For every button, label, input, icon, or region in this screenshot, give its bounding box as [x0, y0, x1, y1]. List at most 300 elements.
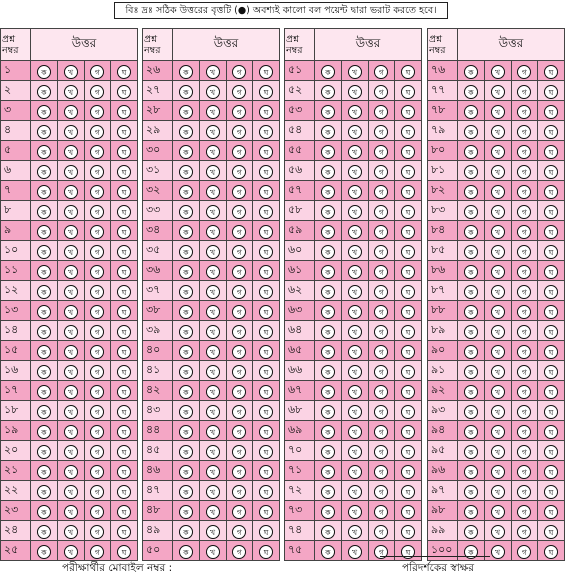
- answer-bubble-4[interactable]: ঘ: [544, 285, 558, 299]
- answer-bubble-3[interactable]: গ: [374, 485, 388, 499]
- answer-bubble-1[interactable]: ক: [37, 425, 51, 439]
- answer-bubble-3[interactable]: গ: [90, 485, 104, 499]
- answer-bubble-3[interactable]: গ: [374, 325, 388, 339]
- answer-bubble-4[interactable]: ঘ: [117, 145, 131, 159]
- answer-bubble-4[interactable]: ঘ: [544, 525, 558, 539]
- answer-bubble-2[interactable]: খ: [206, 205, 220, 219]
- answer-bubble-1[interactable]: ক: [179, 485, 193, 499]
- answer-bubble-4[interactable]: ঘ: [117, 305, 131, 319]
- answer-bubble-3[interactable]: গ: [90, 405, 104, 419]
- answer-bubble-1[interactable]: ক: [179, 365, 193, 379]
- answer-bubble-2[interactable]: খ: [348, 405, 362, 419]
- answer-bubble-4[interactable]: ঘ: [401, 205, 415, 219]
- answer-bubble-3[interactable]: গ: [517, 65, 531, 79]
- answer-bubble-4[interactable]: ঘ: [401, 445, 415, 459]
- answer-bubble-1[interactable]: ক: [37, 165, 51, 179]
- answer-bubble-2[interactable]: খ: [491, 345, 505, 359]
- answer-bubble-2[interactable]: খ: [64, 425, 78, 439]
- answer-bubble-4[interactable]: ঘ: [401, 425, 415, 439]
- answer-bubble-3[interactable]: গ: [374, 505, 388, 519]
- answer-bubble-1[interactable]: ক: [37, 505, 51, 519]
- answer-bubble-1[interactable]: ক: [321, 185, 335, 199]
- answer-bubble-1[interactable]: ক: [37, 265, 51, 279]
- answer-bubble-1[interactable]: ক: [464, 325, 478, 339]
- answer-bubble-2[interactable]: খ: [64, 365, 78, 379]
- answer-bubble-3[interactable]: গ: [232, 385, 246, 399]
- answer-bubble-1[interactable]: ক: [464, 305, 478, 319]
- answer-bubble-2[interactable]: খ: [491, 245, 505, 259]
- answer-bubble-4[interactable]: ঘ: [544, 465, 558, 479]
- answer-bubble-3[interactable]: গ: [232, 405, 246, 419]
- answer-bubble-1[interactable]: ক: [179, 545, 193, 559]
- answer-bubble-4[interactable]: ঘ: [544, 405, 558, 419]
- answer-bubble-1[interactable]: ক: [179, 445, 193, 459]
- answer-bubble-4[interactable]: ঘ: [544, 265, 558, 279]
- answer-bubble-1[interactable]: ক: [321, 525, 335, 539]
- answer-bubble-4[interactable]: ঘ: [259, 385, 273, 399]
- answer-bubble-4[interactable]: ঘ: [544, 165, 558, 179]
- answer-bubble-4[interactable]: ঘ: [259, 165, 273, 179]
- answer-bubble-2[interactable]: খ: [64, 105, 78, 119]
- answer-bubble-1[interactable]: ক: [464, 345, 478, 359]
- answer-bubble-1[interactable]: ক: [179, 265, 193, 279]
- answer-bubble-1[interactable]: ক: [321, 85, 335, 99]
- answer-bubble-1[interactable]: ক: [179, 525, 193, 539]
- answer-bubble-3[interactable]: গ: [90, 285, 104, 299]
- answer-bubble-2[interactable]: খ: [348, 345, 362, 359]
- answer-bubble-1[interactable]: ক: [321, 385, 335, 399]
- answer-bubble-4[interactable]: ঘ: [117, 545, 131, 559]
- answer-bubble-1[interactable]: ক: [37, 245, 51, 259]
- answer-bubble-1[interactable]: ক: [37, 145, 51, 159]
- answer-bubble-3[interactable]: গ: [517, 465, 531, 479]
- answer-bubble-3[interactable]: গ: [232, 245, 246, 259]
- answer-bubble-1[interactable]: ক: [321, 405, 335, 419]
- answer-bubble-1[interactable]: ক: [179, 65, 193, 79]
- answer-bubble-1[interactable]: ক: [179, 385, 193, 399]
- answer-bubble-4[interactable]: ঘ: [401, 345, 415, 359]
- answer-bubble-4[interactable]: ঘ: [401, 365, 415, 379]
- answer-bubble-1[interactable]: ক: [464, 125, 478, 139]
- answer-bubble-4[interactable]: ঘ: [117, 265, 131, 279]
- answer-bubble-1[interactable]: ক: [464, 545, 478, 559]
- answer-bubble-2[interactable]: খ: [491, 325, 505, 339]
- answer-bubble-3[interactable]: গ: [90, 245, 104, 259]
- answer-bubble-4[interactable]: ঘ: [401, 465, 415, 479]
- answer-bubble-4[interactable]: ঘ: [401, 385, 415, 399]
- answer-bubble-4[interactable]: ঘ: [117, 525, 131, 539]
- answer-bubble-3[interactable]: গ: [232, 185, 246, 199]
- answer-bubble-3[interactable]: গ: [90, 545, 104, 559]
- answer-bubble-2[interactable]: খ: [348, 165, 362, 179]
- answer-bubble-4[interactable]: ঘ: [259, 345, 273, 359]
- answer-bubble-1[interactable]: ক: [464, 525, 478, 539]
- answer-bubble-4[interactable]: ঘ: [401, 85, 415, 99]
- answer-bubble-3[interactable]: গ: [517, 165, 531, 179]
- answer-bubble-2[interactable]: খ: [206, 345, 220, 359]
- answer-bubble-3[interactable]: গ: [232, 125, 246, 139]
- answer-bubble-4[interactable]: ঘ: [401, 185, 415, 199]
- answer-bubble-4[interactable]: ঘ: [259, 85, 273, 99]
- answer-bubble-2[interactable]: খ: [348, 285, 362, 299]
- answer-bubble-2[interactable]: খ: [64, 165, 78, 179]
- answer-bubble-2[interactable]: খ: [348, 265, 362, 279]
- answer-bubble-2[interactable]: খ: [206, 185, 220, 199]
- answer-bubble-3[interactable]: গ: [232, 425, 246, 439]
- answer-bubble-4[interactable]: ঘ: [259, 525, 273, 539]
- answer-bubble-3[interactable]: গ: [374, 285, 388, 299]
- answer-bubble-3[interactable]: গ: [374, 65, 388, 79]
- answer-bubble-3[interactable]: গ: [517, 145, 531, 159]
- answer-bubble-4[interactable]: ঘ: [259, 365, 273, 379]
- answer-bubble-2[interactable]: খ: [64, 245, 78, 259]
- answer-bubble-3[interactable]: গ: [374, 105, 388, 119]
- answer-bubble-2[interactable]: খ: [64, 225, 78, 239]
- answer-bubble-4[interactable]: ঘ: [117, 105, 131, 119]
- answer-bubble-4[interactable]: ঘ: [117, 505, 131, 519]
- answer-bubble-2[interactable]: খ: [64, 85, 78, 99]
- answer-bubble-3[interactable]: গ: [517, 505, 531, 519]
- answer-bubble-3[interactable]: গ: [517, 485, 531, 499]
- answer-bubble-1[interactable]: ক: [179, 345, 193, 359]
- answer-bubble-1[interactable]: ক: [37, 205, 51, 219]
- answer-bubble-4[interactable]: ঘ: [401, 485, 415, 499]
- answer-bubble-1[interactable]: ক: [37, 385, 51, 399]
- answer-bubble-4[interactable]: ঘ: [117, 285, 131, 299]
- answer-bubble-3[interactable]: গ: [232, 465, 246, 479]
- answer-bubble-4[interactable]: ঘ: [259, 405, 273, 419]
- answer-bubble-3[interactable]: গ: [232, 285, 246, 299]
- answer-bubble-2[interactable]: খ: [206, 545, 220, 559]
- answer-bubble-3[interactable]: গ: [517, 425, 531, 439]
- answer-bubble-3[interactable]: গ: [517, 305, 531, 319]
- answer-bubble-1[interactable]: ক: [464, 245, 478, 259]
- answer-bubble-3[interactable]: গ: [517, 525, 531, 539]
- answer-bubble-3[interactable]: গ: [90, 425, 104, 439]
- answer-bubble-3[interactable]: গ: [232, 345, 246, 359]
- answer-bubble-4[interactable]: ঘ: [259, 225, 273, 239]
- answer-bubble-3[interactable]: গ: [517, 105, 531, 119]
- answer-bubble-3[interactable]: গ: [374, 185, 388, 199]
- answer-bubble-2[interactable]: খ: [491, 145, 505, 159]
- answer-bubble-2[interactable]: খ: [64, 505, 78, 519]
- answer-bubble-2[interactable]: খ: [491, 305, 505, 319]
- answer-bubble-2[interactable]: খ: [64, 265, 78, 279]
- answer-bubble-4[interactable]: ঘ: [259, 445, 273, 459]
- answer-bubble-4[interactable]: ঘ: [544, 205, 558, 219]
- answer-bubble-3[interactable]: গ: [517, 385, 531, 399]
- answer-bubble-4[interactable]: ঘ: [544, 105, 558, 119]
- answer-bubble-4[interactable]: ঘ: [259, 105, 273, 119]
- answer-bubble-4[interactable]: ঘ: [544, 345, 558, 359]
- answer-bubble-3[interactable]: গ: [517, 365, 531, 379]
- answer-bubble-2[interactable]: খ: [348, 425, 362, 439]
- answer-bubble-2[interactable]: খ: [348, 325, 362, 339]
- answer-bubble-4[interactable]: ঘ: [401, 105, 415, 119]
- answer-bubble-3[interactable]: গ: [90, 445, 104, 459]
- answer-bubble-2[interactable]: খ: [64, 465, 78, 479]
- answer-bubble-3[interactable]: গ: [374, 425, 388, 439]
- answer-bubble-4[interactable]: ঘ: [401, 545, 415, 559]
- answer-bubble-2[interactable]: খ: [64, 385, 78, 399]
- answer-bubble-2[interactable]: খ: [491, 485, 505, 499]
- answer-bubble-3[interactable]: গ: [232, 105, 246, 119]
- answer-bubble-3[interactable]: গ: [232, 525, 246, 539]
- answer-bubble-1[interactable]: ক: [179, 325, 193, 339]
- answer-bubble-3[interactable]: গ: [90, 265, 104, 279]
- answer-bubble-4[interactable]: ঘ: [117, 65, 131, 79]
- answer-bubble-4[interactable]: ঘ: [259, 305, 273, 319]
- answer-bubble-2[interactable]: খ: [64, 185, 78, 199]
- answer-bubble-2[interactable]: খ: [491, 265, 505, 279]
- answer-bubble-2[interactable]: খ: [491, 425, 505, 439]
- answer-bubble-1[interactable]: ক: [179, 145, 193, 159]
- answer-bubble-2[interactable]: খ: [206, 145, 220, 159]
- answer-bubble-2[interactable]: খ: [491, 505, 505, 519]
- answer-bubble-2[interactable]: খ: [348, 445, 362, 459]
- answer-bubble-1[interactable]: ক: [464, 205, 478, 219]
- answer-bubble-2[interactable]: খ: [64, 125, 78, 139]
- answer-bubble-4[interactable]: ঘ: [544, 365, 558, 379]
- answer-bubble-4[interactable]: ঘ: [401, 265, 415, 279]
- answer-bubble-4[interactable]: ঘ: [401, 505, 415, 519]
- answer-bubble-4[interactable]: ঘ: [401, 145, 415, 159]
- answer-bubble-3[interactable]: গ: [232, 165, 246, 179]
- answer-bubble-1[interactable]: ক: [179, 245, 193, 259]
- answer-bubble-4[interactable]: ঘ: [117, 325, 131, 339]
- answer-bubble-2[interactable]: খ: [348, 85, 362, 99]
- answer-bubble-2[interactable]: খ: [206, 125, 220, 139]
- answer-bubble-2[interactable]: খ: [64, 545, 78, 559]
- answer-bubble-3[interactable]: গ: [374, 345, 388, 359]
- answer-bubble-1[interactable]: ক: [321, 305, 335, 319]
- answer-bubble-3[interactable]: গ: [232, 145, 246, 159]
- answer-bubble-1[interactable]: ক: [321, 205, 335, 219]
- answer-bubble-4[interactable]: ঘ: [401, 125, 415, 139]
- answer-bubble-4[interactable]: ঘ: [117, 385, 131, 399]
- answer-bubble-2[interactable]: খ: [206, 305, 220, 319]
- answer-bubble-1[interactable]: ক: [321, 125, 335, 139]
- answer-bubble-4[interactable]: ঘ: [259, 285, 273, 299]
- answer-bubble-4[interactable]: ঘ: [117, 425, 131, 439]
- answer-bubble-4[interactable]: ঘ: [544, 545, 558, 559]
- answer-bubble-4[interactable]: ঘ: [259, 465, 273, 479]
- answer-bubble-3[interactable]: গ: [90, 385, 104, 399]
- answer-bubble-3[interactable]: গ: [517, 325, 531, 339]
- answer-bubble-2[interactable]: খ: [348, 65, 362, 79]
- answer-bubble-1[interactable]: ক: [179, 505, 193, 519]
- answer-bubble-3[interactable]: গ: [232, 545, 246, 559]
- answer-bubble-3[interactable]: গ: [517, 345, 531, 359]
- answer-bubble-3[interactable]: গ: [374, 305, 388, 319]
- answer-bubble-4[interactable]: ঘ: [401, 285, 415, 299]
- answer-bubble-1[interactable]: ক: [321, 325, 335, 339]
- answer-bubble-2[interactable]: খ: [491, 285, 505, 299]
- answer-bubble-2[interactable]: খ: [206, 265, 220, 279]
- answer-bubble-1[interactable]: ক: [37, 105, 51, 119]
- answer-bubble-4[interactable]: ঘ: [117, 125, 131, 139]
- answer-bubble-1[interactable]: ক: [464, 265, 478, 279]
- answer-bubble-3[interactable]: গ: [374, 85, 388, 99]
- answer-bubble-2[interactable]: খ: [348, 485, 362, 499]
- answer-bubble-1[interactable]: ক: [179, 425, 193, 439]
- answer-bubble-1[interactable]: ক: [321, 545, 335, 559]
- answer-bubble-2[interactable]: খ: [491, 525, 505, 539]
- answer-bubble-2[interactable]: খ: [491, 545, 505, 559]
- answer-bubble-4[interactable]: ঘ: [117, 405, 131, 419]
- answer-bubble-1[interactable]: ক: [37, 485, 51, 499]
- answer-bubble-4[interactable]: ঘ: [259, 425, 273, 439]
- answer-bubble-4[interactable]: ঘ: [401, 525, 415, 539]
- answer-bubble-2[interactable]: খ: [491, 365, 505, 379]
- answer-bubble-3[interactable]: গ: [90, 145, 104, 159]
- answer-bubble-1[interactable]: ক: [464, 145, 478, 159]
- answer-bubble-1[interactable]: ক: [321, 245, 335, 259]
- answer-bubble-3[interactable]: গ: [90, 165, 104, 179]
- answer-bubble-4[interactable]: ঘ: [117, 345, 131, 359]
- answer-bubble-4[interactable]: ঘ: [544, 245, 558, 259]
- answer-bubble-2[interactable]: খ: [348, 385, 362, 399]
- answer-bubble-4[interactable]: ঘ: [259, 545, 273, 559]
- answer-bubble-3[interactable]: গ: [517, 245, 531, 259]
- answer-bubble-1[interactable]: ক: [464, 105, 478, 119]
- answer-bubble-2[interactable]: খ: [348, 125, 362, 139]
- answer-bubble-4[interactable]: ঘ: [544, 425, 558, 439]
- answer-bubble-3[interactable]: গ: [232, 265, 246, 279]
- answer-bubble-3[interactable]: গ: [517, 85, 531, 99]
- answer-bubble-1[interactable]: ক: [321, 465, 335, 479]
- answer-bubble-3[interactable]: গ: [517, 405, 531, 419]
- answer-bubble-2[interactable]: খ: [64, 285, 78, 299]
- answer-bubble-2[interactable]: খ: [206, 525, 220, 539]
- answer-bubble-2[interactable]: খ: [64, 205, 78, 219]
- answer-bubble-4[interactable]: ঘ: [401, 305, 415, 319]
- answer-bubble-1[interactable]: ক: [321, 165, 335, 179]
- answer-bubble-2[interactable]: খ: [64, 305, 78, 319]
- answer-bubble-2[interactable]: খ: [348, 525, 362, 539]
- answer-bubble-2[interactable]: খ: [348, 105, 362, 119]
- answer-bubble-4[interactable]: ঘ: [117, 85, 131, 99]
- answer-bubble-1[interactable]: ক: [321, 445, 335, 459]
- answer-bubble-3[interactable]: গ: [232, 365, 246, 379]
- answer-bubble-2[interactable]: খ: [64, 485, 78, 499]
- answer-bubble-1[interactable]: ক: [179, 105, 193, 119]
- answer-bubble-1[interactable]: ক: [37, 545, 51, 559]
- answer-bubble-4[interactable]: ঘ: [117, 165, 131, 179]
- answer-bubble-1[interactable]: ক: [321, 65, 335, 79]
- answer-bubble-2[interactable]: খ: [348, 545, 362, 559]
- answer-bubble-3[interactable]: গ: [90, 365, 104, 379]
- answer-bubble-3[interactable]: গ: [374, 165, 388, 179]
- answer-bubble-1[interactable]: ক: [37, 225, 51, 239]
- answer-bubble-1[interactable]: ক: [37, 85, 51, 99]
- answer-bubble-3[interactable]: গ: [90, 465, 104, 479]
- answer-bubble-2[interactable]: খ: [206, 285, 220, 299]
- answer-bubble-4[interactable]: ঘ: [117, 205, 131, 219]
- answer-bubble-4[interactable]: ঘ: [544, 65, 558, 79]
- answer-bubble-1[interactable]: ক: [464, 365, 478, 379]
- answer-bubble-2[interactable]: খ: [64, 405, 78, 419]
- answer-bubble-1[interactable]: ক: [37, 65, 51, 79]
- answer-bubble-1[interactable]: ক: [37, 305, 51, 319]
- answer-bubble-4[interactable]: ঘ: [259, 205, 273, 219]
- answer-bubble-4[interactable]: ঘ: [544, 185, 558, 199]
- answer-bubble-1[interactable]: ক: [464, 465, 478, 479]
- answer-bubble-1[interactable]: ক: [37, 125, 51, 139]
- answer-bubble-2[interactable]: খ: [491, 85, 505, 99]
- answer-bubble-1[interactable]: ক: [179, 405, 193, 419]
- answer-bubble-2[interactable]: খ: [348, 245, 362, 259]
- answer-bubble-1[interactable]: ক: [321, 225, 335, 239]
- answer-bubble-1[interactable]: ক: [179, 205, 193, 219]
- answer-bubble-3[interactable]: গ: [374, 385, 388, 399]
- answer-bubble-3[interactable]: গ: [517, 445, 531, 459]
- answer-bubble-3[interactable]: গ: [517, 225, 531, 239]
- answer-bubble-3[interactable]: গ: [232, 505, 246, 519]
- answer-bubble-2[interactable]: খ: [491, 65, 505, 79]
- answer-bubble-1[interactable]: ক: [179, 185, 193, 199]
- answer-bubble-1[interactable]: ক: [464, 65, 478, 79]
- answer-bubble-2[interactable]: খ: [206, 425, 220, 439]
- answer-bubble-1[interactable]: ক: [179, 225, 193, 239]
- answer-bubble-3[interactable]: গ: [374, 225, 388, 239]
- answer-bubble-4[interactable]: ঘ: [117, 365, 131, 379]
- answer-bubble-2[interactable]: খ: [348, 505, 362, 519]
- answer-bubble-4[interactable]: ঘ: [259, 325, 273, 339]
- answer-bubble-3[interactable]: গ: [374, 125, 388, 139]
- answer-bubble-2[interactable]: খ: [348, 205, 362, 219]
- answer-bubble-1[interactable]: ক: [37, 525, 51, 539]
- answer-bubble-4[interactable]: ঘ: [544, 325, 558, 339]
- answer-bubble-2[interactable]: খ: [491, 405, 505, 419]
- answer-bubble-4[interactable]: ঘ: [259, 145, 273, 159]
- answer-bubble-4[interactable]: ঘ: [544, 85, 558, 99]
- answer-bubble-2[interactable]: খ: [206, 245, 220, 259]
- answer-bubble-4[interactable]: ঘ: [259, 185, 273, 199]
- answer-bubble-4[interactable]: ঘ: [259, 485, 273, 499]
- answer-bubble-3[interactable]: গ: [517, 285, 531, 299]
- answer-bubble-4[interactable]: ঘ: [259, 125, 273, 139]
- answer-bubble-4[interactable]: ঘ: [117, 245, 131, 259]
- answer-bubble-2[interactable]: খ: [491, 165, 505, 179]
- answer-bubble-3[interactable]: গ: [374, 145, 388, 159]
- answer-bubble-4[interactable]: ঘ: [544, 505, 558, 519]
- answer-bubble-3[interactable]: গ: [90, 85, 104, 99]
- answer-bubble-4[interactable]: ঘ: [544, 485, 558, 499]
- answer-bubble-3[interactable]: গ: [374, 545, 388, 559]
- answer-bubble-2[interactable]: খ: [206, 485, 220, 499]
- answer-bubble-1[interactable]: ক: [179, 125, 193, 139]
- answer-bubble-3[interactable]: গ: [90, 525, 104, 539]
- answer-bubble-1[interactable]: ক: [179, 465, 193, 479]
- answer-bubble-3[interactable]: গ: [232, 325, 246, 339]
- answer-bubble-1[interactable]: ক: [37, 325, 51, 339]
- answer-bubble-1[interactable]: ক: [37, 445, 51, 459]
- answer-bubble-2[interactable]: খ: [206, 505, 220, 519]
- answer-bubble-3[interactable]: গ: [517, 125, 531, 139]
- answer-bubble-3[interactable]: গ: [90, 105, 104, 119]
- answer-bubble-4[interactable]: ঘ: [259, 245, 273, 259]
- answer-bubble-3[interactable]: গ: [374, 365, 388, 379]
- answer-bubble-1[interactable]: ক: [464, 485, 478, 499]
- answer-bubble-4[interactable]: ঘ: [117, 185, 131, 199]
- answer-bubble-2[interactable]: খ: [491, 465, 505, 479]
- answer-bubble-3[interactable]: গ: [374, 525, 388, 539]
- answer-bubble-1[interactable]: ক: [321, 145, 335, 159]
- answer-bubble-1[interactable]: ক: [37, 365, 51, 379]
- answer-bubble-4[interactable]: ঘ: [117, 225, 131, 239]
- answer-bubble-2[interactable]: খ: [348, 145, 362, 159]
